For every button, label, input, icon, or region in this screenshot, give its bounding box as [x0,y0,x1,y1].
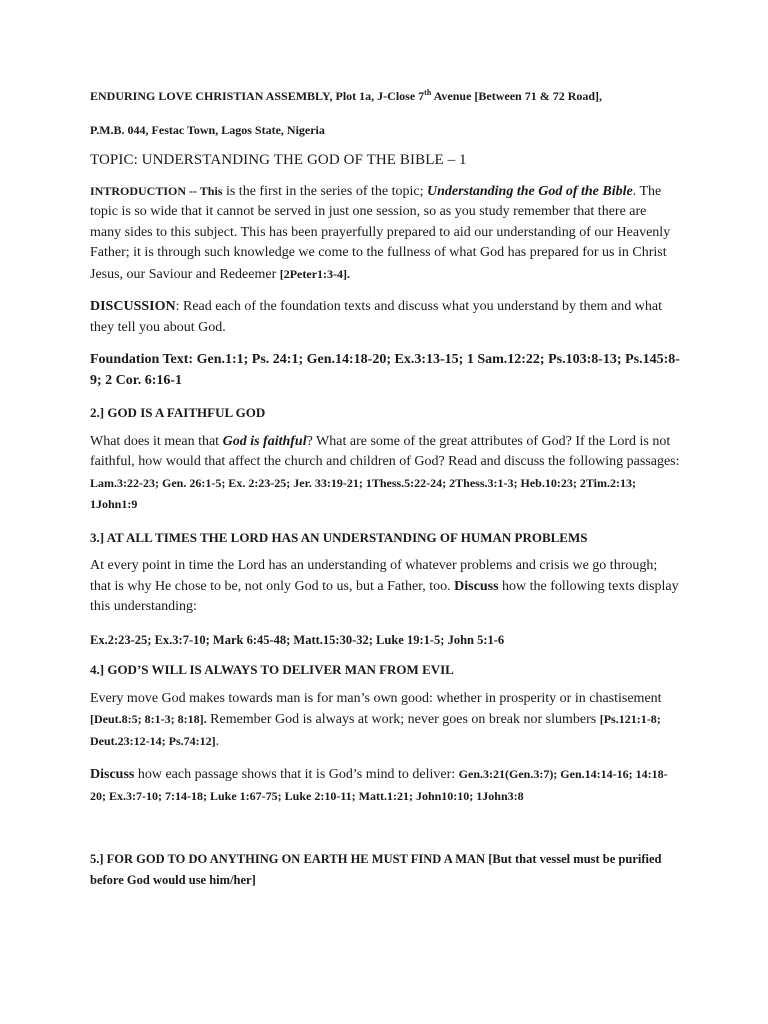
introduction-paragraph [90,181,680,286]
period: . [215,733,220,749]
series-title: Understanding the God of the Bible [426,183,633,199]
section-4-discuss-paragraph [90,764,680,807]
address-text-cont: Avenue [Between 71 & 72 Road], [431,89,603,103]
scripture-reference: [Ps.121:1-8; Deut.23:12-14; Ps.74:12] [90,712,661,748]
discussion-paragraph [90,297,680,338]
discussion-text: : Read each of the foundation texts and discuss what you understand by them and what they tell you about God. [90,299,662,335]
section-4-heading: 4.] GOD’S WILL IS ALWAYS TO DELIVER MAN FROM EVIL [90,662,454,677]
topic-title: TOPIC: UNDERSTANDING THE GOD OF THE BIBLE – 1 [90,152,467,168]
address-text: ENDURING LOVE CHRISTIAN ASSEMBLY, Plot 1a, J-Close 7 [90,89,425,103]
discussion-label: DISCUSSION [90,299,176,314]
introduction-text: is the first in the series of the topic; [222,183,427,199]
scripture-references: Lam.3:22-23; Gen. 26:1-5; Ex. 2:23-25; Jer. 33:19-21; 1Thess.5:22-24; 2Thess.3:1-3; Heb.10:23; 2Tim.2:13; 1John1:9 [90,475,636,511]
emphasis-text: God is faithful [222,433,307,449]
introduction-text-cont: . The topic is so wide that it cannot be served in just one session, so as you study remember that there are many sides to this subject. This has been prayerfully prepared to aid our understanding of our Heavenly Father; it is through such knowledge we come to the fullness of what God has prepared for us in Christ Jesus, our Saviour and Redeemer [90,183,671,282]
church-address-line-1 [90,88,680,104]
introduction-label: INTRODUCTION -- This [90,183,223,198]
section-2-text-cont: ? What are some of the great attributes of God? If the Lord is not faithful, how would that affect the church and children of God? Read and discuss the following passages: [90,433,680,469]
discuss-label: Discuss [454,578,499,594]
section-5-heading: 5.] FOR GOD TO DO ANYTHING ON EARTH HE MUST FIND A MAN [But that vessel must be purified before God would use him/her] [90,852,662,887]
scripture-references: Gen.3:21(Gen.3:7); Gen.14:14-16; 14:18-20; Ex.3:7-10; 7:14-18; Luke 1:67-75; Luke 2:10-11; Matt.1:21; John10:10; 1John3:8 [90,767,668,803]
section-4-text: Every move God makes towards man is for man’s own good: whether in prosperity or in chastisement [90,690,662,706]
section-4-paragraph [90,689,680,753]
ordinal-suffix: th [424,88,432,97]
discuss-text: how each passage shows that it is God’s mind to deliver: [134,767,459,782]
church-address-line-2: P.M.B. 044, Festac Town, Lagos State, Nigeria [90,123,325,137]
section-3-text-cont: how the following texts display this understanding: [90,578,679,614]
document-page [90,88,680,890]
scripture-reference: [2Peter1:3-4]. [279,266,351,281]
section-2-heading: 2.] GOD IS A FAITHFUL GOD [90,405,266,420]
foundation-text: Foundation Text: Gen.1:1; Ps. 24:1; Gen.14:18-20; Ex.3:13-15; 1 Sam.12:22; Ps.103:8-13; Ps.145:8-9; 2 Cor. 6:16-1 [90,352,680,388]
section-2-paragraph [90,432,680,516]
section-4-text-cont: Remember God is always at work; never goes on break nor slumbers [206,712,600,727]
section-3-heading: 3.] AT ALL TIMES THE LORD HAS AN UNDERSTANDING OF HUMAN PROBLEMS [90,529,588,545]
section-3-references: Ex.2:23-25; Ex.3:7-10; Mark 6:45-48; Matt.15:30-32; Luke 19:1-5; John 5:1-6 [90,632,505,647]
section-3-paragraph [90,556,680,618]
spacer [90,819,680,849]
discuss-label: Discuss [90,767,135,782]
section-3-text: At every point in time the Lord has an understanding of whatever problems and crisis we go through; that is why He chose to be, not only God to us, but a Father, too. [90,558,658,594]
section-2-text: What does it mean that [90,433,223,449]
scripture-reference: [Deut.8:5; 8:1-3; 8:18]. [90,712,207,726]
